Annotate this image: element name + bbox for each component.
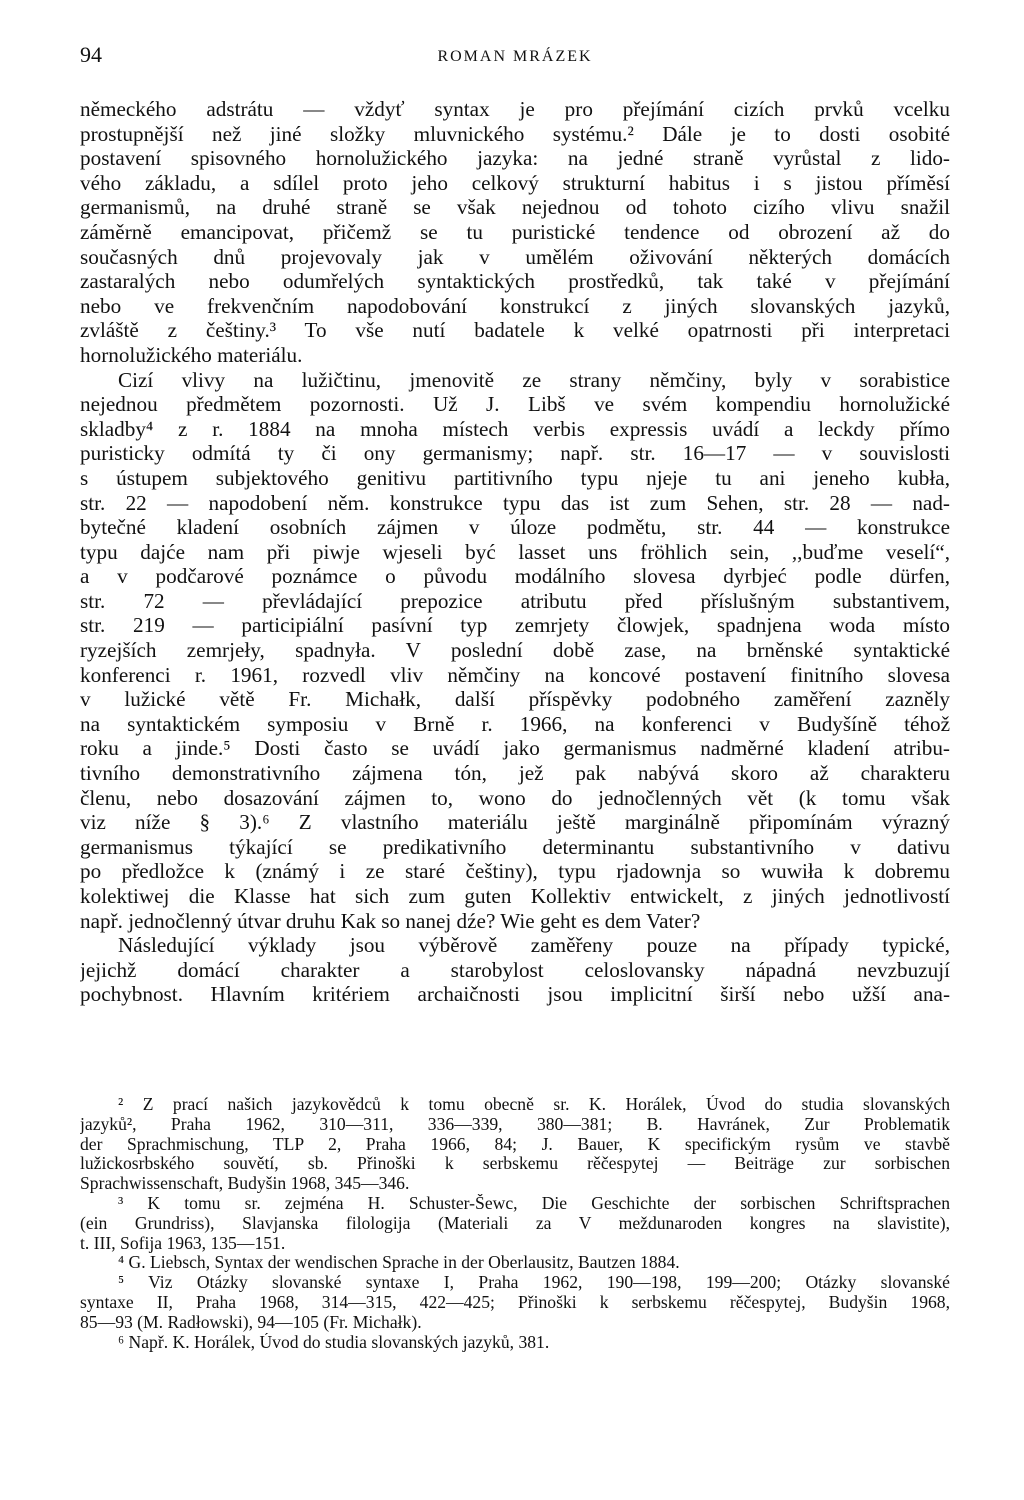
body-line: puristicky odmítá ty či ony germanismy; např. str. 16—17 — v souvislosti — [80, 441, 950, 466]
body-line: vého základu, a sdílel proto jeho celkový strukturní habitus i s jistou příměsí — [80, 170, 950, 195]
footnote-line: lužickosrbského souvětí, sb. Přinoški k serbskemu rěčespytej — Beiträge zur sorbischen — [80, 1154, 950, 1174]
footnote-line: ⁵ Viz Otázky slovanské syntaxe I, Praha 1962, 190—198, 199—200; Otázky slovanské — [118, 1273, 950, 1293]
body-line: jejichž domácí charakter a starobylost celoslovansky nápadná nevzbuzují — [80, 957, 950, 982]
page-header — [80, 42, 950, 72]
body-line: Následující výklady jsou výběrově zaměřeny pouze na případy typické, — [118, 933, 950, 958]
body-line: v lužické větě Fr. Michałk, další příspěvky podobného zaměření zazněly — [80, 687, 950, 712]
body-line: viz níže § 3).⁶ Z vlastního materiálu ještě marginálně připomínám výrazný — [80, 810, 950, 835]
body-line: nejednou předmětem pozornosti. Už J. Libš ve svém kompendiu hornolužické — [80, 392, 950, 417]
body-line: bytečné kladení osobních zájmen v úloze podmětu, str. 44 — konstrukce — [80, 515, 950, 540]
body-line: nebo ve frekvenčním napodobování konstrukcí z jiných slovanských jazyků, — [80, 293, 950, 318]
body-line: pochybnost. Hlavním kritériem archaičnosti jsou implicitní širší nebo užší ana- — [80, 982, 950, 1007]
body-line: ryzejších zemrjeły, spadnyła. V poslední době zase, na brněnské syntaktické — [80, 638, 950, 663]
body-line: po předložce k (známý i ze staré češtiny), typu rjadownja so wuwiła k dobremu — [80, 859, 950, 884]
body-line: skladby⁴ z r. 1884 na mnoha místech verbis expressis uvádí a leckdy přímo — [80, 416, 950, 441]
body-text — [80, 97, 950, 1007]
body-line: prostupnější než jiné složky mluvnického systému.² Dále je to dosti osobité — [80, 121, 950, 146]
body-line: postavení spisovného hornolužického jazyka: na jedné straně vyrůstal z lido- — [80, 146, 950, 171]
body-line: kolektiwej die Klasse hat sich zum guten Kollektiv entwickelt, z jiných jednotlivostí — [80, 884, 950, 908]
body-line: současných dnů projevovaly jak v umělém oživování některých domácích — [80, 244, 950, 269]
body-line: členu, nebo dosazování zájmen to, wono do jednočlenných vět (k tomu však — [80, 785, 950, 810]
footnotes — [80, 1095, 950, 1352]
running-head: ROMAN MRÁZEK — [437, 48, 593, 65]
footnote-line: 85—93 (M. Radłowski), 94—105 (Fr. Michałk). — [80, 1312, 422, 1332]
footnote-line: syntaxe II, Praha 1968, 314—315, 422—425; Přinoški k serbskemu rěčespytej, Budyšin 1968, — [80, 1292, 950, 1312]
body-line: zvláště z češtiny.³ To vše nutí badatele k velké opatrnosti při interpretaci — [80, 318, 950, 343]
body-line: germanismus týkající se predikativního determinantu substantivního v dativu — [80, 834, 950, 859]
footnote-line: der Sprachmischung, TLP 2, Praha 1966, 84; J. Bauer, K specifickým rysům ve stavbě — [80, 1134, 950, 1154]
body-line: na syntaktickém symposiu v Brně r. 1966, na konferenci v Budyšíně téhož — [80, 711, 950, 736]
body-line: s ústupem subjektového genitivu partitivního typu njeje tu ani jeneho kubła, — [80, 465, 950, 490]
body-line: a v podčarové poznámce o původu modálního slovesa dyrbjeć podle dürfen, — [80, 564, 950, 589]
body-line: zastaralých nebo odumřelých syntaktických prostředků, tak také v přejímání — [80, 269, 950, 294]
footnote-line: ⁶ Např. K. Horálek, Úvod do studia slovanských jazyků, 381. — [118, 1332, 550, 1352]
footnote-line: (ein Grundriss), Slavjanska filologija (Materiali za V meždunaroden kongres na slavistite), — [80, 1213, 950, 1233]
body-line: německého adstrátu — vždyť syntax je pro přejímání cizích prvků vcelku — [80, 97, 950, 121]
body-line: tivního demonstrativního zájmena tón, jež pak nabývá skoro až charakteru — [80, 761, 950, 786]
footnote-line: t. III, Sofija 1963, 135—151. — [80, 1233, 286, 1253]
footnote-line: Sprachwissenschaft, Budyšin 1968, 345—346. — [80, 1174, 410, 1194]
body-line: str. 22 — napodobení něm. konstrukce typu das ist zum Sehen, str. 28 — nad- — [80, 490, 950, 515]
body-line: str. 219 — participiální pasívní typ zemrjety člowjek, spadnjena woda místo — [80, 613, 950, 638]
body-line: typu dajće nam při piwje wjeseli być lasset uns fröhlich sein, ,,buďme veselí“, — [80, 539, 950, 564]
footnote-line: ² Z prací našich jazykovědců k tomu obecně sr. K. Horálek, Úvod do studia slovanských — [118, 1095, 950, 1114]
footnote-line: ⁴ G. Liebsch, Syntax der wendischen Sprache in der Oberlausitz, Bautzen 1884. — [118, 1253, 680, 1273]
body-line: hornolužického materiálu. — [80, 342, 303, 367]
body-line: roku a jinde.⁵ Dosti často se uvádí jako germanismus nadměrné kladení atribu- — [80, 736, 950, 761]
body-line: konferenci r. 1961, rozvedl vliv němčiny na koncové postavení finitního slovesa — [80, 662, 950, 687]
body-line: str. 72 — převládající prepozice atributu před příslušným substantivem, — [80, 588, 950, 613]
body-line: germanismů, na druhé straně se však nejednou od tohoto cizího vlivu snažil — [80, 195, 950, 220]
footnote-line: jazyků², Praha 1962, 310—311, 336—339, 380—381; B. Havránek, Zur Problematik — [80, 1114, 950, 1134]
body-line: záměrně emancipovat, přičemž se tu puristické tendence od obrození až do — [80, 219, 950, 244]
body-line: Cizí vlivy na lužičtinu, jmenovitě ze strany němčiny, byly v sorabistice — [118, 367, 950, 392]
body-line: např. jednočlenný útvar druhu Kak so nanej dźe? Wie geht es dem Vater? — [80, 908, 701, 933]
footnote-line: ³ K tomu sr. zejména H. Schuster-Šewc, Die Geschichte der sorbischen Schriftsprachen — [118, 1193, 950, 1213]
page-number: 94 — [80, 42, 102, 67]
